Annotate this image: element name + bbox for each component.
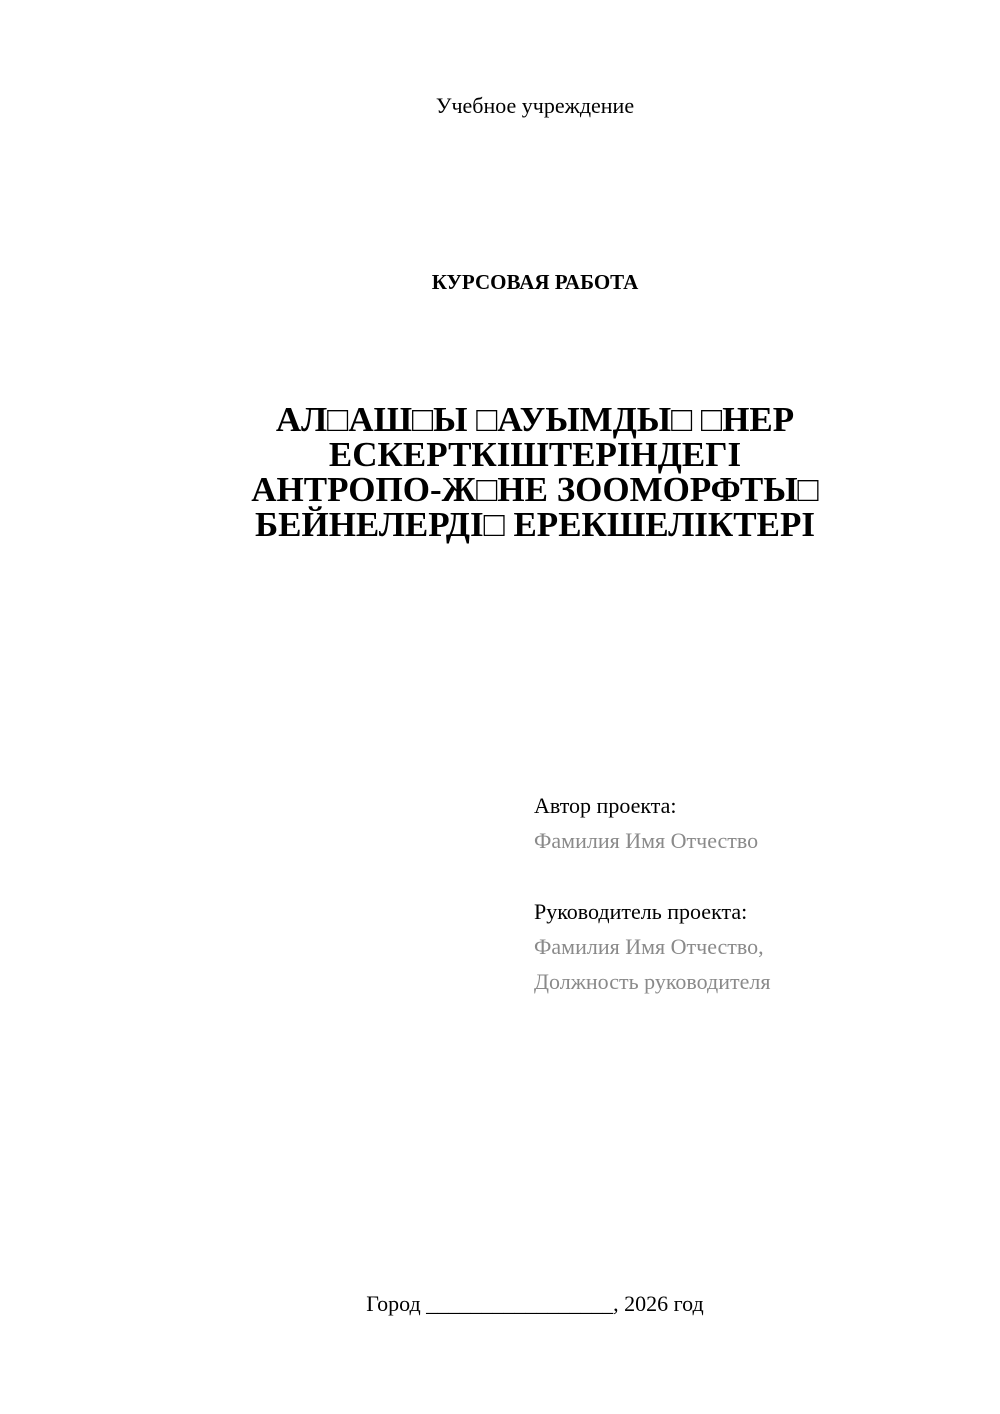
supervisor-label: Руководитель проекта: <box>534 899 748 924</box>
people-block <box>534 788 974 999</box>
spacer <box>534 858 974 894</box>
city-blank: _________________ <box>426 1291 614 1316</box>
supervisor-position: Должность руководителя <box>534 969 771 994</box>
author-name: Фамилия Имя Отчество <box>534 828 759 853</box>
year-text: , 2026 год <box>613 1291 704 1316</box>
title-line-2: ЕСКЕРТКІШТЕРІНДЕГІ <box>328 435 742 474</box>
title-line-4: БЕЙНЕЛЕРДІ□ ЕРЕКШЕЛІКТЕРІ <box>255 505 815 544</box>
city-label: Город <box>366 1291 421 1316</box>
title-line-3: АНТРОПО-Ж□НЕ ЗООМОРФТЫ□ <box>251 470 819 509</box>
document-title <box>0 402 1000 542</box>
author-label: Автор проекта: <box>534 793 677 818</box>
title-line-1: АЛ□АШ□Ы □АУЫМДЫ□ □НЕР <box>275 400 795 439</box>
document-type: КУРСОВАЯ РАБОТА <box>431 270 639 294</box>
city-year-line <box>0 1290 1000 1318</box>
supervisor-name: Фамилия Имя Отчество, <box>534 934 764 959</box>
institution-name: Учебное учреждение <box>435 93 635 118</box>
